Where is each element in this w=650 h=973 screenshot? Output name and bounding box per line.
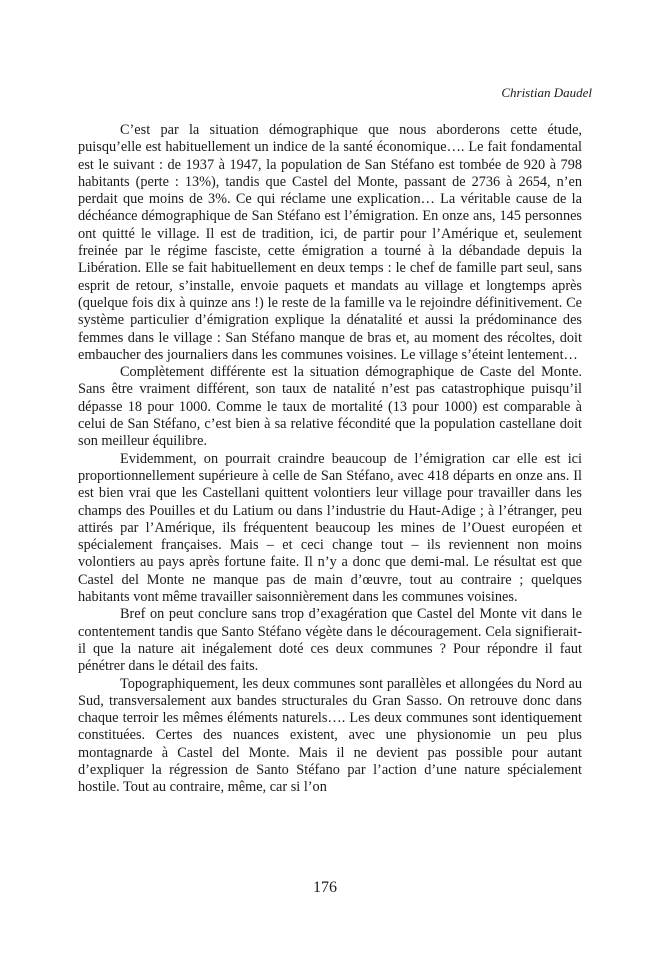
paragraph: Evidemment, on pourrait craindre beaucoup de l’émigration car elle est ici proportionnellement supérieure à celle de San Stéfano, avec 418 départs en onze ans. Il est bien vrai que les Castellani quittent volontiers leur village pour travailler dans les champs des Pouilles et du Latium ou dans l’industrie du Haut-Adige ; à l’étranger, peu attirés par l’Amérique, ils fréquentent beaucoup les mines de l’Ouest européen et spécialement françaises. Mais – et ceci change tout – ils reviennent non moins volontiers au pays après fortune faite. Il n’y a donc que demi-mal. Le résultat est que Castel del Monte ne manque pas de main d’œuvre, tout au contraire ; quelques habitants vont même travailler saisonnièrement dans les communes voisines. bbox=[78, 450, 582, 606]
paragraph: Complètement différente est la situation démographique de Caste del Monte. Sans être vraiment différent, son taux de natalité n’est pas catastrophique puisqu’il dépasse 18 pour 1000. Comme le taux de mortalité (13 pour 1000) est comparable à celui de San Stéfano, c’est bien à sa relative fécondité que la population castellane doit son meilleur équilibre. bbox=[78, 364, 582, 450]
paragraph: Bref on peut conclure sans trop d’exagération que Castel del Monte vit dans le contentement tandis que Santo Stéfano végète dans le découragement. Cela signifierait-il que la nature ait inégalement doté ces deux communes ? Pour répondre il faut pénétrer dans le détail des faits. bbox=[78, 606, 582, 675]
body-text bbox=[78, 122, 582, 797]
running-head: Christian Daudel bbox=[501, 85, 592, 100]
paragraph: C’est par la situation démographique que nous aborderons cette étude, puisqu’elle est habituellement un indice de la santé économique…. Le fait fondamental est le suivant : de 1937 à 1947, la population de San Stéfano est tombée de 920 à 798 habitants (perte : 13%), tandis que Castel del Monte, passant de 2736 à 2654, n’en perdait que moins de 3%. Ce qui réclame une explication… La véritable cause de la déchéance démographique de San Stéfano est l’émigration. En onze ans, 145 personnes ont quitté le village. Il est de tradition, ici, de partir pour l’Amérique et, seulement freinée par le régime fasciste, cette émigration a tourné à la débandade depuis la Libération. Elle se fait habituellement en deux temps : le chef de famille part seul, sans esprit de retour, s’installe, envoie paquets et mandats au village et longtemps après (quelque fois dix à quinze ans !) le reste de la famille va le rejoindre définitivement. Ce système particulier d’émigration explique la dénatalité et aussi la prédominance des femmes dans le village : San Stéfano manque de bras et, au moment des récoltes, doit embaucher des journaliers dans les communes voisines. Le village s’éteint lentement… bbox=[78, 122, 582, 363]
paragraph: Topographiquement, les deux communes sont parallèles et allongées du Nord au Sud, transversalement aux bandes structurales du Gran Sasso. On retrouve donc dans chaque terroir les mêmes éléments naturels…. Les deux communes sont identiquement constituées. Certes des nuances existent, avec une physionomie un peu plus montagnarde à Castel del Monte. Mais il ne devient pas possible pour autant d’expliquer la régression de Santo Stéfano par l’action d’une nature spécialement hostile. Tout au contraire, même, car si l’on bbox=[78, 675, 582, 796]
page-number: 176 bbox=[313, 879, 337, 896]
